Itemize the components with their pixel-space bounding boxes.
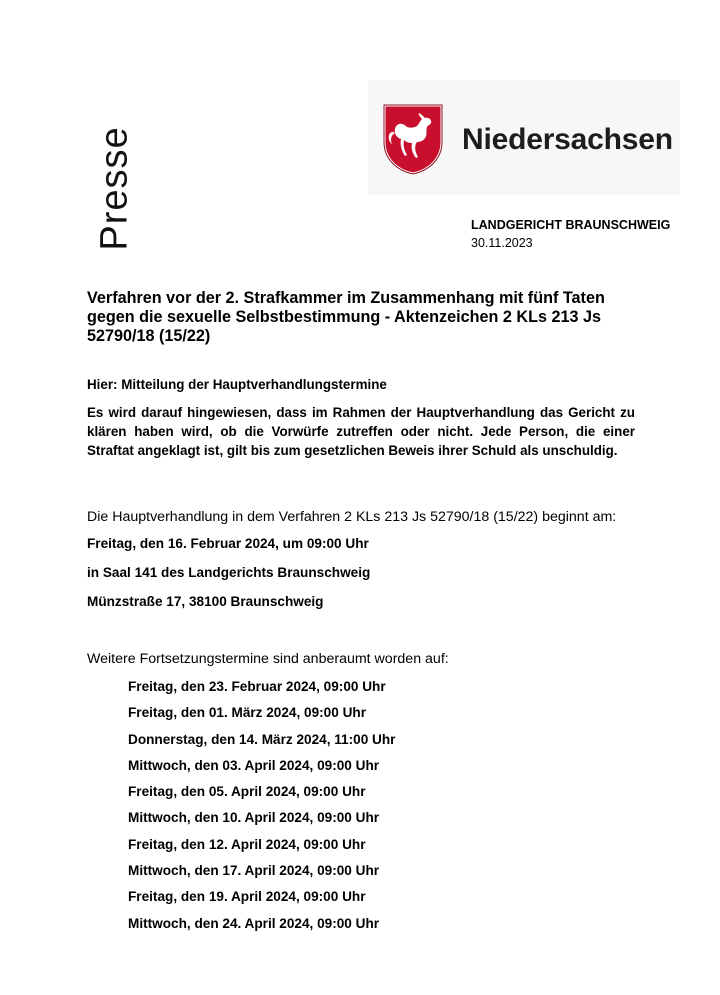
page-title: Verfahren vor der 2. Strafkammer im Zusammenhang mit fünf Taten gegen die sexuelle Selbstbestimmung - Aktenzeichen 2 KLs 213 Js 52790/18 (15/22) (87, 289, 605, 345)
presse-text: Presse (93, 125, 136, 251)
continuation-intro: Weitere Fortsetzungstermine sind anberaumt worden auf: (87, 651, 449, 667)
niedersachsen-logo (368, 80, 680, 195)
court-address: Münzstraße 17, 38100 Braunschweig (87, 594, 324, 609)
continuation-dates-list (128, 679, 395, 942)
court-name: LANDGERICHT BRAUNSCHWEIG (471, 218, 671, 232)
hearing-intro: Die Hauptverhandlung in dem Verfahren 2 KLs 213 Js 52790/18 (15/22) beginnt am: (87, 509, 617, 525)
list-item: Freitag, den 19. April 2024, 09:00 Uhr (128, 889, 366, 905)
list-item: Freitag, den 01. März 2024, 09:00 Uhr (128, 705, 366, 721)
list-item: Donnerstag, den 14. März 2024, 11:00 Uhr (128, 731, 396, 747)
hearing-room: in Saal 141 des Landgerichts Braunschweig (87, 565, 371, 580)
presumption-notice: Es wird darauf hingewiesen, dass im Rahmen der Hauptverhandlung das Gericht zu klären haben wird, ob die Vorwürfe zutreffen oder nicht. Jede Person, die einer Straftat angeklagt ist, gilt bis zum gesetzlichen Beweis ihrer Schuld als unschuldig. (87, 405, 635, 458)
subject-line: Hier: Mitteilung der Hauptverhandlungstermine (87, 377, 387, 392)
logo-wordmark: Niedersachsen (462, 123, 673, 156)
list-item: Freitag, den 05. April 2024, 09:00 Uhr (128, 784, 366, 800)
list-item: Freitag, den 12. April 2024, 09:00 Uhr (128, 836, 366, 852)
presse-vertical-label (80, 118, 150, 258)
list-item: Mittwoch, den 03. April 2024, 09:00 Uhr (128, 757, 380, 773)
list-item: Mittwoch, den 24. April 2024, 09:00 Uhr (128, 915, 380, 931)
hearing-start-date: Freitag, den 16. Februar 2024, um 09:00 Uhr (87, 536, 369, 551)
list-item: Mittwoch, den 10. April 2024, 09:00 Uhr (128, 810, 380, 826)
list-item: Mittwoch, den 17. April 2024, 09:00 Uhr (128, 863, 380, 879)
lower-saxony-horse-crest-icon (381, 102, 445, 176)
issue-date: 30.11.2023 (471, 236, 533, 250)
list-item: Freitag, den 23. Februar 2024, 09:00 Uhr (128, 679, 386, 694)
